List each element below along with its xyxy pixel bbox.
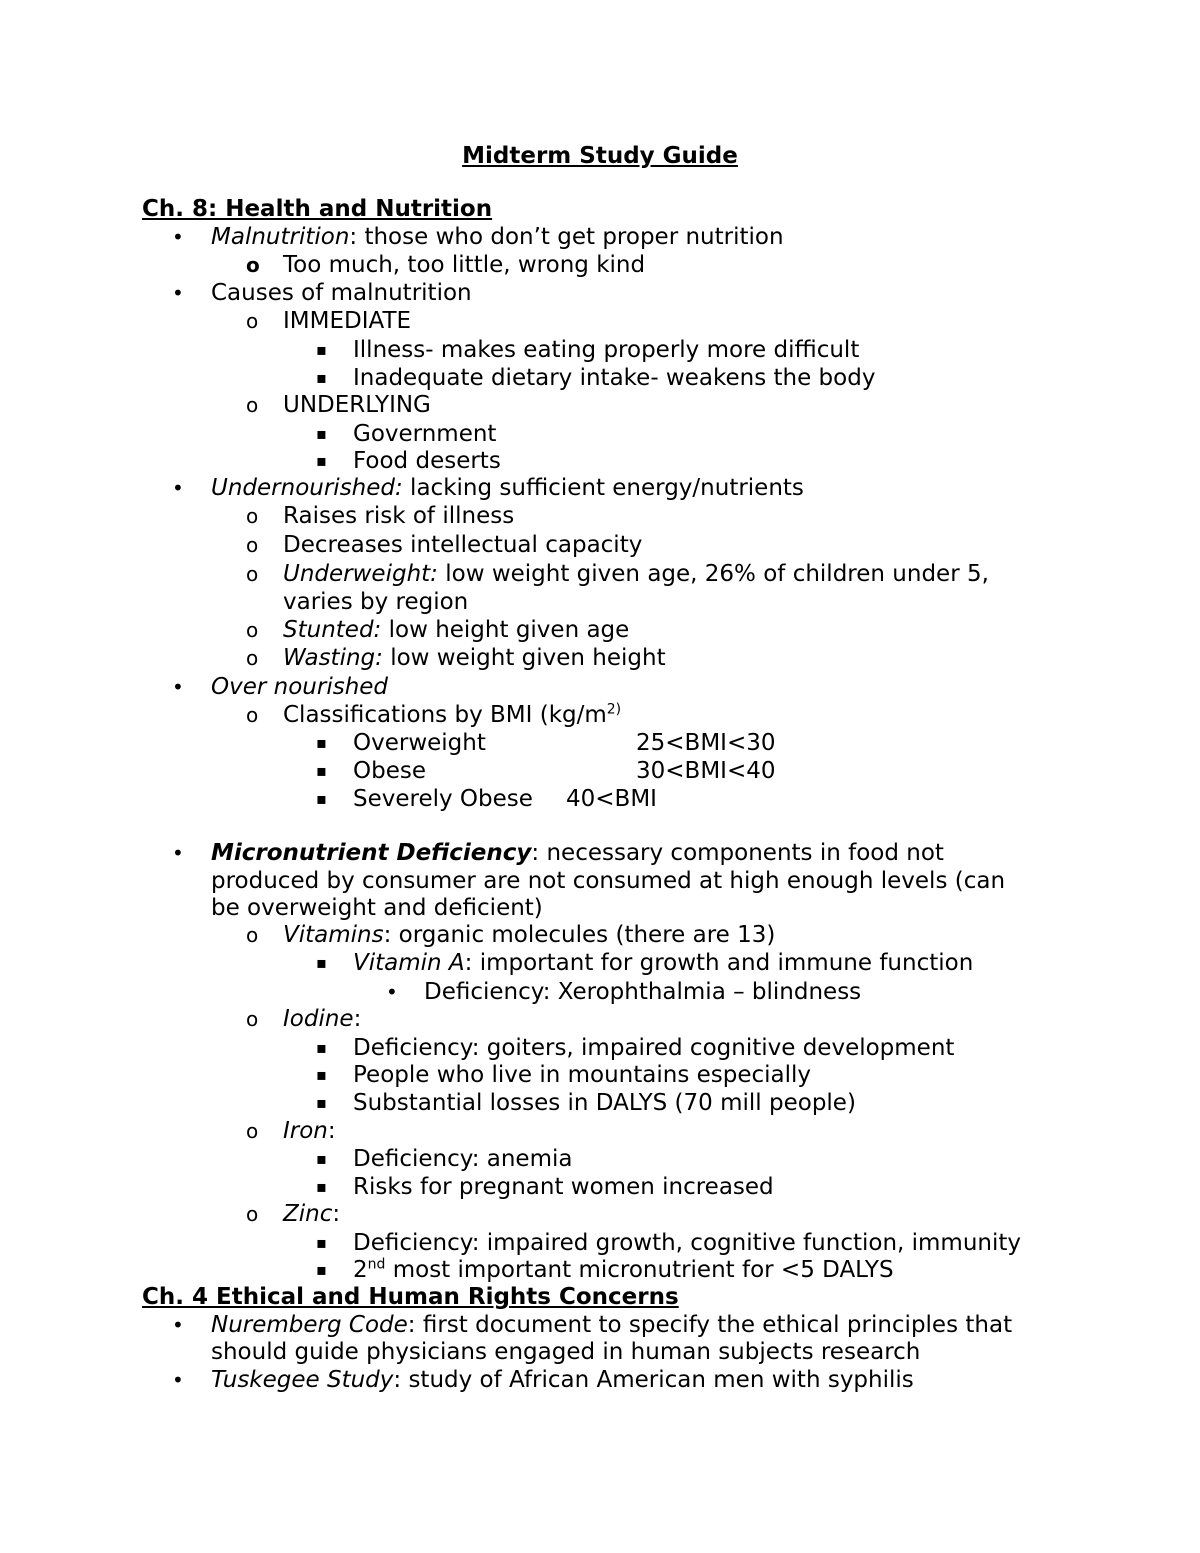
bullet-level3: ▪ <box>316 1038 327 1057</box>
definition: : necessary components in food not <box>531 840 944 866</box>
list-item: Causes of malnutrition <box>211 280 472 306</box>
text: most important micronutrient for <5 DALYS <box>385 1257 894 1283</box>
list-item-classifications <box>283 701 621 729</box>
bullet-level3: ▪ <box>316 1233 327 1252</box>
number: 2 <box>353 1257 368 1283</box>
term: Malnutrition <box>211 224 350 250</box>
list-item-nuremberg <box>211 1311 1012 1339</box>
term: Stunted: <box>283 617 382 643</box>
list-item: Deficiency: impaired growth, cognitive function, immunity <box>353 1230 1022 1256</box>
term: Underweight: <box>283 561 438 587</box>
term: Undernourished: <box>211 475 403 501</box>
bullet-level2: o <box>246 703 259 727</box>
list-item-stunted <box>283 616 629 644</box>
bullet-level2: o <box>246 618 259 642</box>
colon: : <box>353 1006 362 1032</box>
list-item-underweight <box>283 560 989 588</box>
bullet-level2: o <box>246 309 259 333</box>
definition: : important for growth and immune function <box>464 950 974 976</box>
bullet-level2: o <box>246 1119 259 1143</box>
list-item: Deficiency: anemia <box>353 1146 573 1172</box>
bullet-level4: • <box>386 980 398 1004</box>
list-item: Decreases intellectual capacity <box>283 532 643 558</box>
bullet-level1: • <box>172 841 184 865</box>
bullet-level2: o <box>246 533 259 557</box>
bmi-label: Overweight <box>353 730 486 756</box>
bullet-level3: ▪ <box>316 953 327 972</box>
term: Micronutrient Deficiency <box>211 840 532 866</box>
bullet-level2: o <box>246 253 260 277</box>
bullet-level2: o <box>246 562 259 586</box>
definition: : organic molecules (there are 13) <box>383 922 776 948</box>
list-item-continuation: should guide physicians engaged in human subjects research <box>211 1339 921 1365</box>
term: Wasting: <box>283 645 383 671</box>
list-item-wasting <box>283 644 666 672</box>
bullet-level2: o <box>246 923 259 947</box>
list-item-continuation: produced by consumer are not consumed at high enough levels (can <box>211 868 1006 894</box>
list-item: Risks for pregnant women increased <box>353 1174 774 1200</box>
bmi-row-obese <box>353 757 853 785</box>
list-item-vitamin-a <box>353 949 973 977</box>
term: Vitamin A <box>353 950 465 976</box>
list-item: Too much, too little, wrong kind <box>283 252 646 278</box>
bullet-level3: ▪ <box>316 789 327 808</box>
term: Zinc <box>283 1201 333 1227</box>
bullet-level1: • <box>172 1368 184 1392</box>
bullet-level3: ▪ <box>316 733 327 752</box>
bullet-level1: • <box>172 1313 184 1337</box>
definition: : those who don’t get proper nutrition <box>349 224 784 250</box>
bmi-range: 30<BMI<40 <box>636 758 776 784</box>
term: Iodine <box>283 1006 354 1032</box>
bullet-level1: • <box>172 476 184 500</box>
list-item: IMMEDIATE <box>283 308 412 334</box>
list-item-undernourished <box>211 474 804 502</box>
colon: : <box>332 1201 341 1227</box>
superscript: nd <box>367 1256 386 1273</box>
list-item-malnutrition <box>211 223 784 251</box>
list-item-continuation: varies by region <box>283 589 469 615</box>
bmi-label: Obese <box>353 758 426 784</box>
bullet-level3: ▪ <box>316 368 327 387</box>
bullet-level3: ▪ <box>316 451 327 470</box>
text: Classifications by BMI (kg/m <box>283 702 607 728</box>
list-item: Food deserts <box>353 448 501 474</box>
list-item-second-most <box>353 1256 894 1284</box>
term: Iron <box>283 1118 328 1144</box>
bullet-level1: • <box>172 281 184 305</box>
bullet-level1: • <box>172 675 184 699</box>
list-item: People who live in mountains especially <box>353 1062 812 1088</box>
list-item: Substantial losses in DALYS (70 mill people) <box>353 1090 856 1116</box>
definition: : study of African American men with syphilis <box>393 1367 914 1393</box>
list-item-micronutrient <box>211 839 944 867</box>
page-title: Midterm Study Guide <box>462 143 738 169</box>
list-item: Deficiency: goiters, impaired cognitive development <box>353 1035 955 1061</box>
term: Tuskegee Study <box>211 1367 394 1393</box>
section-heading-ch8: Ch. 8: Health and Nutrition <box>142 196 493 222</box>
term: Nuremberg Code <box>211 1312 408 1338</box>
bullet-level2: o <box>246 646 259 670</box>
list-item-vitamins <box>283 921 775 949</box>
superscript: 2) <box>606 701 622 718</box>
definition: low weight given height <box>382 645 666 671</box>
bmi-row-severely-obese <box>353 785 853 813</box>
term: Over nourished <box>211 674 389 700</box>
section-heading-ch4: Ch. 4 Ethical and Human Rights Concerns <box>142 1284 679 1310</box>
definition: low height given age <box>381 617 630 643</box>
list-item-over-nourished <box>211 673 388 701</box>
list-item-iodine <box>283 1005 361 1033</box>
list-item: Illness- makes eating properly more difficult <box>353 337 860 363</box>
bullet-level3: ▪ <box>316 424 327 443</box>
list-item: Government <box>353 421 497 447</box>
list-item-tuskegee <box>211 1366 914 1394</box>
bullet-level3: ▪ <box>316 761 327 780</box>
bullet-level3: ▪ <box>316 1149 327 1168</box>
colon: : <box>327 1118 336 1144</box>
bmi-range: 25<BMI<30 <box>636 730 776 756</box>
list-item: Inadequate dietary intake- weakens the body <box>353 365 876 391</box>
bullet-level3: ▪ <box>316 340 327 359</box>
bullet-level1: • <box>172 225 184 249</box>
bullet-level2: o <box>246 504 259 528</box>
list-item-zinc <box>283 1200 340 1228</box>
definition: lacking sufficient energy/nutrients <box>402 475 804 501</box>
bullet-level3: ▪ <box>316 1093 327 1112</box>
bullet-level3: ▪ <box>316 1065 327 1084</box>
definition: : first document to specify the ethical principles that <box>407 1312 1013 1338</box>
bmi-range: 40<BMI <box>566 786 657 812</box>
bullet-level3: ▪ <box>316 1177 327 1196</box>
bullet-level2: o <box>246 1007 259 1031</box>
bmi-row-overweight <box>353 729 853 757</box>
bullet-level2: o <box>246 393 259 417</box>
list-item-iron <box>283 1117 336 1145</box>
list-item: Raises risk of illness <box>283 503 515 529</box>
definition: low weight given age, 26% of children under 5, <box>437 561 989 587</box>
bullet-level3: ▪ <box>316 1260 327 1279</box>
bmi-label: Severely Obese <box>353 786 533 812</box>
list-item: Deficiency: Xerophthalmia – blindness <box>424 979 862 1005</box>
term: Vitamins <box>283 922 384 948</box>
list-item: UNDERLYING <box>283 392 431 418</box>
list-item-continuation: be overweight and deficient) <box>211 895 543 921</box>
bullet-level2: o <box>246 1202 259 1226</box>
